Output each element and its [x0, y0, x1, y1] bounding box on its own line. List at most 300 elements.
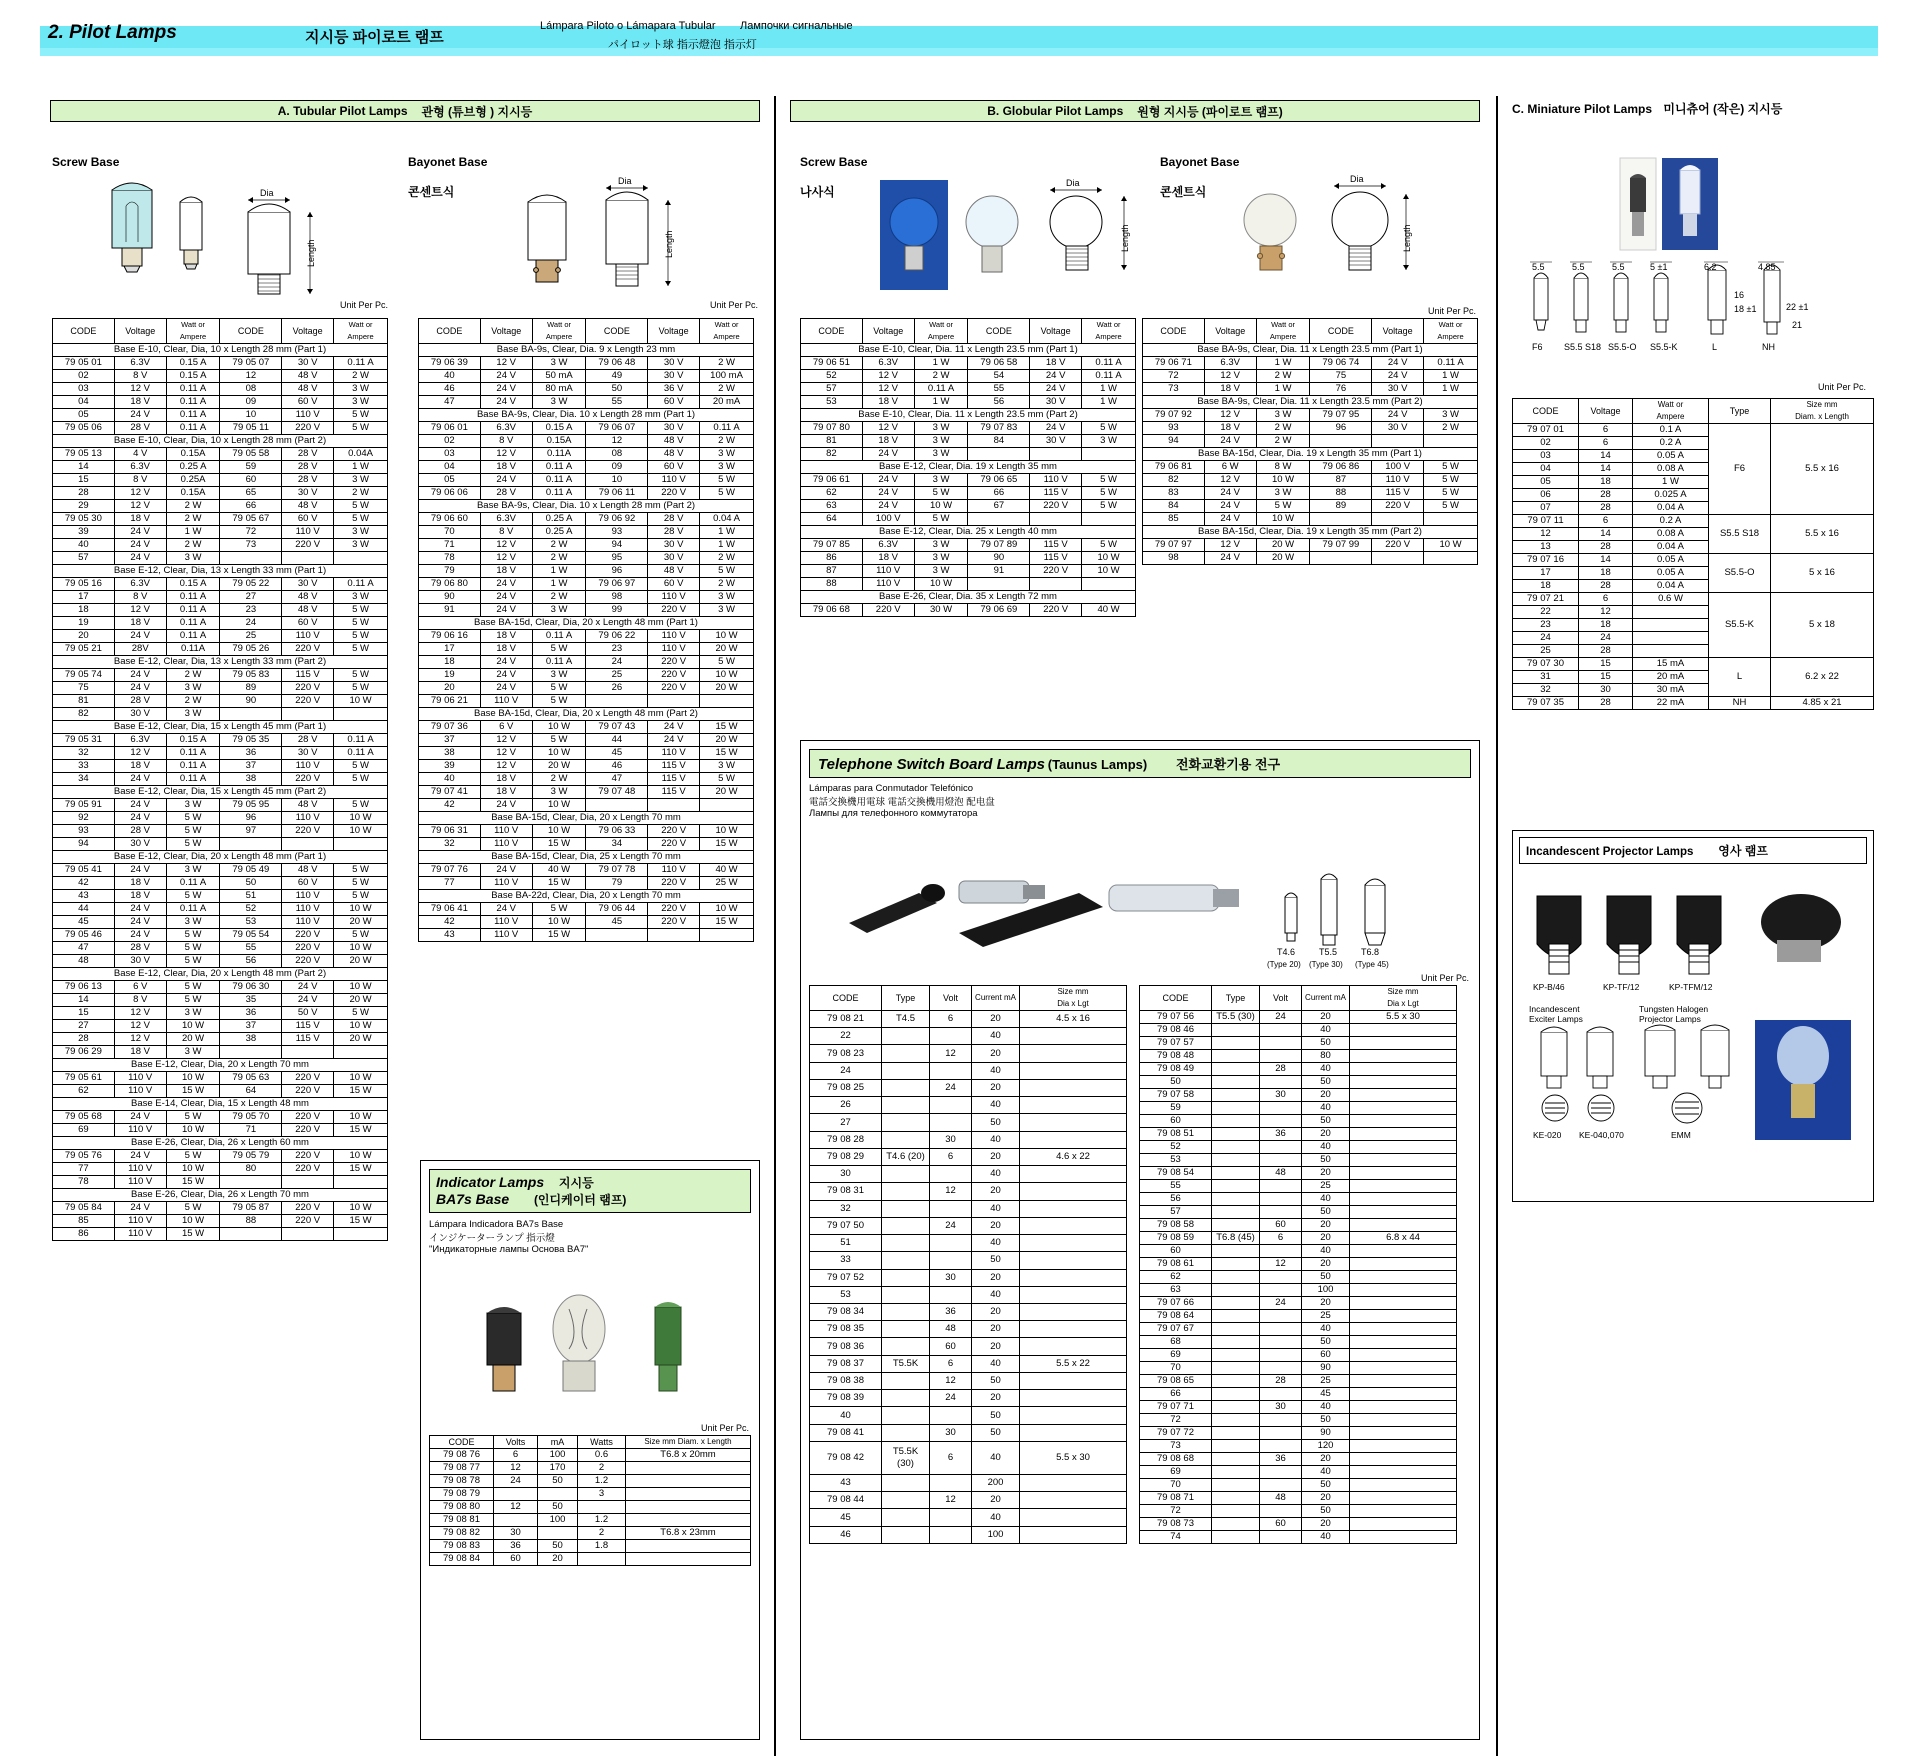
- cell-volt: 60: [1260, 1219, 1302, 1232]
- cell-volt: 36: [930, 1303, 972, 1320]
- table-row: [1143, 552, 1478, 565]
- table-row: [1143, 539, 1478, 552]
- cell-voltage: 110 V: [1030, 474, 1082, 487]
- cell-code: 79 05 70: [220, 1111, 282, 1124]
- cell-code: 55: [586, 396, 648, 409]
- table-row: [53, 1072, 388, 1085]
- cell-watt: 15 W: [166, 1228, 220, 1241]
- indicator-body: [430, 1449, 751, 1566]
- cell-watt: 15 W: [532, 838, 586, 851]
- table-row: [1143, 500, 1478, 513]
- cell-voltage: 8 V: [480, 435, 532, 448]
- cell-voltage: 28 V: [648, 513, 700, 526]
- cell-watt: 3 W: [334, 539, 388, 552]
- cell-watt: 0.15 A: [166, 578, 220, 591]
- cell-voltage: 115 V: [648, 786, 700, 799]
- b-screw-table-wrap: [800, 318, 1136, 617]
- cell-watt: 0.25 A: [166, 461, 220, 474]
- cell-voltage: 24 V: [648, 721, 700, 734]
- cell-current: 120: [1302, 1440, 1350, 1453]
- cell-voltage: 110 V: [480, 825, 532, 838]
- table-row: [1143, 422, 1478, 435]
- cell-code: 79 05 21: [53, 643, 115, 656]
- cell-watt: 5 W: [334, 877, 388, 890]
- svg-text:Exciter Lamps: Exciter Lamps: [1529, 1014, 1583, 1024]
- cell-voltage: 220 V: [282, 422, 334, 435]
- cell-watt: 0.11 A: [532, 461, 586, 474]
- table-row: [810, 1424, 1127, 1441]
- cell-type: T5.5K: [882, 1355, 930, 1372]
- cell-code: 79 06 86: [1310, 461, 1372, 474]
- cell-voltage: 12 V: [862, 370, 914, 383]
- cell-volt: 6: [930, 1148, 972, 1165]
- cell-current: 90: [1302, 1427, 1350, 1440]
- cell-volt: [1260, 1388, 1302, 1401]
- cell-size: [1020, 1526, 1127, 1543]
- cell-volt: 24: [930, 1217, 972, 1234]
- cell-code: 71: [419, 539, 481, 552]
- cell-voltage: 110 V: [648, 474, 700, 487]
- cell-code: 79 05 22: [220, 578, 282, 591]
- table-row: [419, 474, 754, 487]
- cell-current: 20: [972, 1390, 1020, 1407]
- cell-code: 79 06 48: [586, 357, 648, 370]
- cell-voltage: 24 V: [114, 812, 166, 825]
- col-watt-2: Watt or Ampere: [334, 319, 388, 344]
- cell-voltage: [1372, 552, 1424, 565]
- svg-text:(Type 45): (Type 45): [1355, 960, 1389, 969]
- cell-code: 70: [419, 526, 481, 539]
- cell-code: 56: [220, 955, 282, 968]
- cell-voltage: 30 V: [648, 422, 700, 435]
- cell-watt: 0.11 A: [334, 734, 388, 747]
- cell-code: 87: [1310, 474, 1372, 487]
- cell-watt: 50 mA: [532, 370, 586, 383]
- cell-code: 92: [53, 812, 115, 825]
- cell-watt: 20 W: [334, 1033, 388, 1046]
- cell-voltage: 14: [1579, 450, 1633, 463]
- screw-base-label-b: Screw Base: [800, 155, 868, 169]
- svg-text:22 ±1: 22 ±1: [1786, 302, 1809, 312]
- table-row: [810, 1045, 1127, 1062]
- header-subtitle-ru: Лампочки сигнальные: [740, 20, 853, 32]
- cell-watt: 2 W: [532, 773, 586, 786]
- cell-voltage: 220 V: [648, 877, 700, 890]
- bayonet-base-label-b-kr: 콘센트식: [1160, 185, 1207, 199]
- table-row: [430, 1527, 751, 1540]
- cell-current: 20: [972, 1183, 1020, 1200]
- cell-size: [1020, 1183, 1127, 1200]
- cell-size: 4.85 x 21: [1771, 697, 1874, 710]
- cell-code: [1310, 552, 1372, 565]
- cell-watt: 3 W: [532, 357, 586, 370]
- cell-voltage: 24 V: [114, 682, 166, 695]
- table-row: [810, 1303, 1127, 1320]
- cell-watt: 15 W: [334, 1215, 388, 1228]
- cell-watt: 3 W: [334, 474, 388, 487]
- cell-code: 37: [220, 1020, 282, 1033]
- cell-code: 79 08 34: [810, 1303, 882, 1320]
- cell-volts: 12: [494, 1462, 538, 1475]
- cell-code: 79 08 44: [810, 1492, 882, 1509]
- cell-voltage: 100 V: [1372, 461, 1424, 474]
- col-code-2: CODE: [1310, 319, 1372, 344]
- cell-voltage: 24 V: [1204, 435, 1256, 448]
- cell-code: 73: [220, 539, 282, 552]
- cell-voltage: 110 V: [648, 747, 700, 760]
- cell-size: [1020, 1424, 1127, 1441]
- cell-code: 40: [53, 539, 115, 552]
- cell-volt: [930, 1286, 972, 1303]
- cell-code: 79 08 58: [1140, 1219, 1212, 1232]
- cell-code: 79 07 56: [1140, 1011, 1212, 1024]
- cell-watt: 2 W: [334, 487, 388, 500]
- table-row: [1140, 1492, 1457, 1505]
- cell-code: 79 05 79: [220, 1150, 282, 1163]
- col-voltage: Voltage: [1204, 319, 1256, 344]
- svg-text:T4.6: T4.6: [1277, 947, 1296, 957]
- cell-code: [220, 838, 282, 851]
- cell-code: 79 08 51: [1140, 1128, 1212, 1141]
- cell-watt: 20 W: [334, 916, 388, 929]
- group-title: Base E-26, Clear, Dia. 35 x Length 72 mm: [801, 591, 1136, 604]
- table-row: [53, 1085, 388, 1098]
- cell-watt: 40 W: [700, 864, 754, 877]
- a-screw-drawing: [52, 172, 392, 312]
- svg-text:KP-TFM/12: KP-TFM/12: [1669, 982, 1713, 992]
- cell-code: 79 06 39: [419, 357, 481, 370]
- cell-current: 40: [1302, 1102, 1350, 1115]
- cell-code: 79 06 21: [419, 695, 481, 708]
- cell-voltage: 18 V: [1204, 383, 1256, 396]
- cell-watt: 5 W: [334, 799, 388, 812]
- cell-code: 34: [53, 773, 115, 786]
- group-header-row: [53, 1137, 388, 1150]
- cell-watt: 2 W: [700, 435, 754, 448]
- cell-watt: 3 W: [914, 422, 968, 435]
- cell-voltage: 12 V: [1204, 409, 1256, 422]
- table-row: [53, 929, 388, 942]
- cell-voltage: 28V: [114, 643, 166, 656]
- cell-code: 42: [53, 877, 115, 890]
- cell-current: 20: [1302, 1258, 1350, 1271]
- cell-watt: 3 W: [914, 539, 968, 552]
- cell-code: 23: [1513, 619, 1579, 632]
- table-row: [53, 1111, 388, 1124]
- cell-voltage: 110 V: [1372, 474, 1424, 487]
- cell-voltage: 18 V: [1204, 422, 1256, 435]
- cell-watt: 5 W: [532, 734, 586, 747]
- cell-type: [882, 1183, 930, 1200]
- cell-voltage: 24 V: [1372, 370, 1424, 383]
- table-row: [430, 1462, 751, 1475]
- cell-code: 79 08 35: [810, 1321, 882, 1338]
- group-title: Base E-12, Clear, Dia, 20 x Length 48 mm (Part 1): [53, 851, 388, 864]
- cell-code: 72: [1143, 370, 1205, 383]
- cell-code: 34: [586, 838, 648, 851]
- cell-code: 43: [810, 1475, 882, 1492]
- cell-watt: 10 W: [334, 1020, 388, 1033]
- cell-voltage: 24 V: [480, 903, 532, 916]
- cell-code: 27: [53, 1020, 115, 1033]
- cell-type: [1212, 1167, 1260, 1180]
- cell-current: 20: [972, 1045, 1020, 1062]
- group-header-row: [53, 721, 388, 734]
- table-row: [810, 1321, 1127, 1338]
- cell-size: [1020, 1097, 1127, 1114]
- cell-code: 28: [53, 487, 115, 500]
- a-screw-base-title: [52, 155, 119, 169]
- cell-code: 79 06 06: [419, 487, 481, 500]
- cell-watt: 0.04A: [334, 448, 388, 461]
- cell-size: [1350, 1440, 1457, 1453]
- cell-code: 79 05 74: [53, 669, 115, 682]
- cell-code: 29: [53, 500, 115, 513]
- cell-code: 93: [1143, 422, 1205, 435]
- table-row: [430, 1449, 751, 1462]
- cell-size: [1350, 1414, 1457, 1427]
- cell-type: [1212, 1102, 1260, 1115]
- cell-type: [1212, 1297, 1260, 1310]
- cell-voltage: 6: [1579, 515, 1633, 528]
- cell-watt: 5 W: [532, 903, 586, 916]
- table-row: [1140, 1531, 1457, 1544]
- group-title: Base BA-15d, Clear, Dia. 19 x Length 35 mm (Part 2): [1143, 526, 1478, 539]
- table-row: [419, 916, 754, 929]
- table-row: [419, 487, 754, 500]
- a-screw-unit-per-pc: Unit Per Pc.: [339, 300, 388, 310]
- table-row: [53, 903, 388, 916]
- table-row: [53, 1202, 388, 1215]
- group-header-row: [801, 591, 1136, 604]
- cell-code: 95: [586, 552, 648, 565]
- cell-volt: [1260, 1271, 1302, 1284]
- cell-watt: 0.2 A: [1633, 515, 1709, 528]
- cell-ma: 20: [538, 1553, 578, 1566]
- group-title: Base BA-9s, Clear, Dia. 11 x Length 23.5 mm (Part 1): [1143, 344, 1478, 357]
- cell-code: 93: [53, 825, 115, 838]
- cell-size: [1350, 1349, 1457, 1362]
- cell-type: [882, 1475, 930, 1492]
- cell-size: [1020, 1200, 1127, 1217]
- cell-code: 03: [53, 383, 115, 396]
- cell-watt: 10 W: [334, 942, 388, 955]
- group-header-row: [53, 786, 388, 799]
- table-row: [419, 565, 754, 578]
- cell-watt: 20 mA: [1633, 671, 1709, 684]
- cell-voltage: 30 V: [1372, 383, 1424, 396]
- cell-type: [1212, 1115, 1260, 1128]
- cell-code: 52: [801, 370, 863, 383]
- cell-current: 50: [972, 1424, 1020, 1441]
- cell-type: [882, 1028, 930, 1045]
- cell-type: T4.5: [882, 1011, 930, 1028]
- cell-watt: 0.11 A: [334, 747, 388, 760]
- cell-watt: 10 W: [334, 825, 388, 838]
- cell-voltage: 24 V: [114, 1202, 166, 1215]
- svg-text:Length: Length: [306, 239, 316, 267]
- cell-watt: 0.11 A: [1082, 357, 1136, 370]
- cell-watt: 3 W: [532, 604, 586, 617]
- table-row: [801, 448, 1136, 461]
- cell-voltage: 24 V: [480, 669, 532, 682]
- cell-voltage: [1372, 435, 1424, 448]
- cell-code: 36: [220, 747, 282, 760]
- cell-watt: 10 W: [700, 903, 754, 916]
- cell-code: 27: [810, 1114, 882, 1131]
- telephone-sub-jp: 電話交換機用電球 電話交換機用燈泡 配电盘: [809, 797, 995, 808]
- col-size: Size mm Diam. x Length: [1771, 399, 1874, 424]
- cell-type: [1212, 1024, 1260, 1037]
- cell-code: 53: [801, 396, 863, 409]
- a-bayonet-body: [419, 344, 754, 942]
- table-row: [430, 1553, 751, 1566]
- cell-watt: 5 W: [334, 929, 388, 942]
- cell-volt: [930, 1028, 972, 1045]
- cell-current: 20: [1302, 1518, 1350, 1531]
- table-row: [419, 448, 754, 461]
- cell-watt: 0.11 A: [166, 617, 220, 630]
- cell-watt: 5 W: [334, 422, 388, 435]
- cell-watt: 0.11 A: [532, 656, 586, 669]
- cell-watt: 10 W: [532, 721, 586, 734]
- cell-current: 25: [1302, 1310, 1350, 1323]
- cell-code: 37: [220, 760, 282, 773]
- cell-voltage: 12 V: [480, 448, 532, 461]
- cell-volt: [930, 1097, 972, 1114]
- cell-voltage: 110 V: [114, 1085, 166, 1098]
- table-row: [419, 695, 754, 708]
- cell-current: 50: [1302, 1505, 1350, 1518]
- cell-code: 79 05 68: [53, 1111, 115, 1124]
- cell-voltage: 24 V: [114, 409, 166, 422]
- cell-current: 45: [1302, 1388, 1350, 1401]
- cell-type: [1212, 1076, 1260, 1089]
- cell-size: [1350, 1115, 1457, 1128]
- cell-code: 47: [419, 396, 481, 409]
- cell-voltage: 28 V: [114, 825, 166, 838]
- cell-code: 78: [419, 552, 481, 565]
- group-title: Base BA-15d, Clear, Dia. 19 x Length 35 mm (Part 1): [1143, 448, 1478, 461]
- table-row: [1140, 1271, 1457, 1284]
- cell-watt: 10 W: [700, 630, 754, 643]
- cell-code: 79 08 31: [810, 1183, 882, 1200]
- cell-voltage: 220 V: [648, 487, 700, 500]
- cell-voltage: 220 V: [282, 955, 334, 968]
- col-voltage-2: Voltage: [648, 319, 700, 344]
- table-row: [1140, 1401, 1457, 1414]
- cell-watt: [334, 1228, 388, 1241]
- cell-code: 82: [1143, 474, 1205, 487]
- cell-voltage: 24 V: [1030, 422, 1082, 435]
- cell-voltage: 48 V: [282, 370, 334, 383]
- cell-volt: 6: [930, 1355, 972, 1372]
- cell-current: 20: [972, 1321, 1020, 1338]
- cell-voltage: 115 V: [1030, 487, 1082, 500]
- table-row: [53, 383, 388, 396]
- cell-voltage: 24 V: [480, 578, 532, 591]
- table-row: [53, 643, 388, 656]
- table-row: [810, 1166, 1127, 1183]
- cell-code: 79 08 78: [430, 1475, 494, 1488]
- cell-code: 69: [53, 1124, 115, 1137]
- table-row: [1140, 1206, 1457, 1219]
- cell-type: [882, 1407, 930, 1424]
- cell-watt: 0.11A: [532, 448, 586, 461]
- c-miniature-drawing: [1512, 150, 1872, 400]
- cell-watt: 2 W: [1256, 435, 1310, 448]
- cell-size: [1350, 1453, 1457, 1466]
- table-row: [53, 409, 388, 422]
- cell-code: 32: [53, 747, 115, 760]
- cell-code: 79 06 41: [419, 903, 481, 916]
- table-row: [419, 435, 754, 448]
- cell-current: 100: [1302, 1284, 1350, 1297]
- cell-size: [1350, 1063, 1457, 1076]
- table-row: [53, 799, 388, 812]
- table-row: [53, 1176, 388, 1189]
- cell-code: 46: [586, 760, 648, 773]
- cell-code: 79 07 16: [1513, 554, 1579, 567]
- cell-watt: 3 W: [700, 591, 754, 604]
- table-row: [810, 1079, 1127, 1096]
- cell-size: [626, 1501, 751, 1514]
- cell-size: [1020, 1475, 1127, 1492]
- cell-voltage: 48 V: [648, 565, 700, 578]
- cell-watt: 5 W: [166, 825, 220, 838]
- svg-text:18 ±1: 18 ±1: [1734, 304, 1757, 314]
- cell-voltage: 12 V: [114, 1033, 166, 1046]
- cell-code: 55: [968, 383, 1030, 396]
- table-row: [1140, 1180, 1457, 1193]
- cell-code: 66: [220, 500, 282, 513]
- table-row: [419, 643, 754, 656]
- cell-code: 02: [1513, 437, 1579, 450]
- cell-voltage: 60 V: [648, 578, 700, 591]
- cell-watt: 5 W: [532, 643, 586, 656]
- cell-volt: 24: [1260, 1297, 1302, 1310]
- cell-watt: 10 W: [166, 1163, 220, 1176]
- cell-code: [586, 695, 648, 708]
- cell-code: 79 08 49: [1140, 1063, 1212, 1076]
- cell-code: 79 06 80: [419, 578, 481, 591]
- svg-text:T6.8: T6.8: [1361, 947, 1380, 957]
- table-row: [53, 747, 388, 760]
- cell-watts: 3: [578, 1488, 626, 1501]
- cell-type: [882, 1252, 930, 1269]
- cell-voltage: 220 V: [282, 1111, 334, 1124]
- cell-code: 79 07 41: [419, 786, 481, 799]
- group-title: Base BA-9s, Clear, Dia. 10 x Length 28 mm (Part 1): [419, 409, 754, 422]
- cell-code: 15: [53, 474, 115, 487]
- cell-code: 78: [53, 1176, 115, 1189]
- cell-code: 79 07 36: [419, 721, 481, 734]
- cell-type: [1212, 1466, 1260, 1479]
- cell-code: 79 06 65: [968, 474, 1030, 487]
- c-miniature-table: [1512, 398, 1874, 710]
- cell-code: 84: [1143, 500, 1205, 513]
- cell-watt: 15 W: [700, 721, 754, 734]
- cell-code: 13: [1513, 541, 1579, 554]
- cell-code: 27: [220, 591, 282, 604]
- cell-type: [1212, 1037, 1260, 1050]
- cell-size: [1020, 1269, 1127, 1286]
- cell-watt: 3 W: [166, 552, 220, 565]
- cell-type: [1212, 1414, 1260, 1427]
- cell-voltage: 12 V: [480, 747, 532, 760]
- cell-code: 98: [1143, 552, 1205, 565]
- cell-voltage: 6.3V: [114, 578, 166, 591]
